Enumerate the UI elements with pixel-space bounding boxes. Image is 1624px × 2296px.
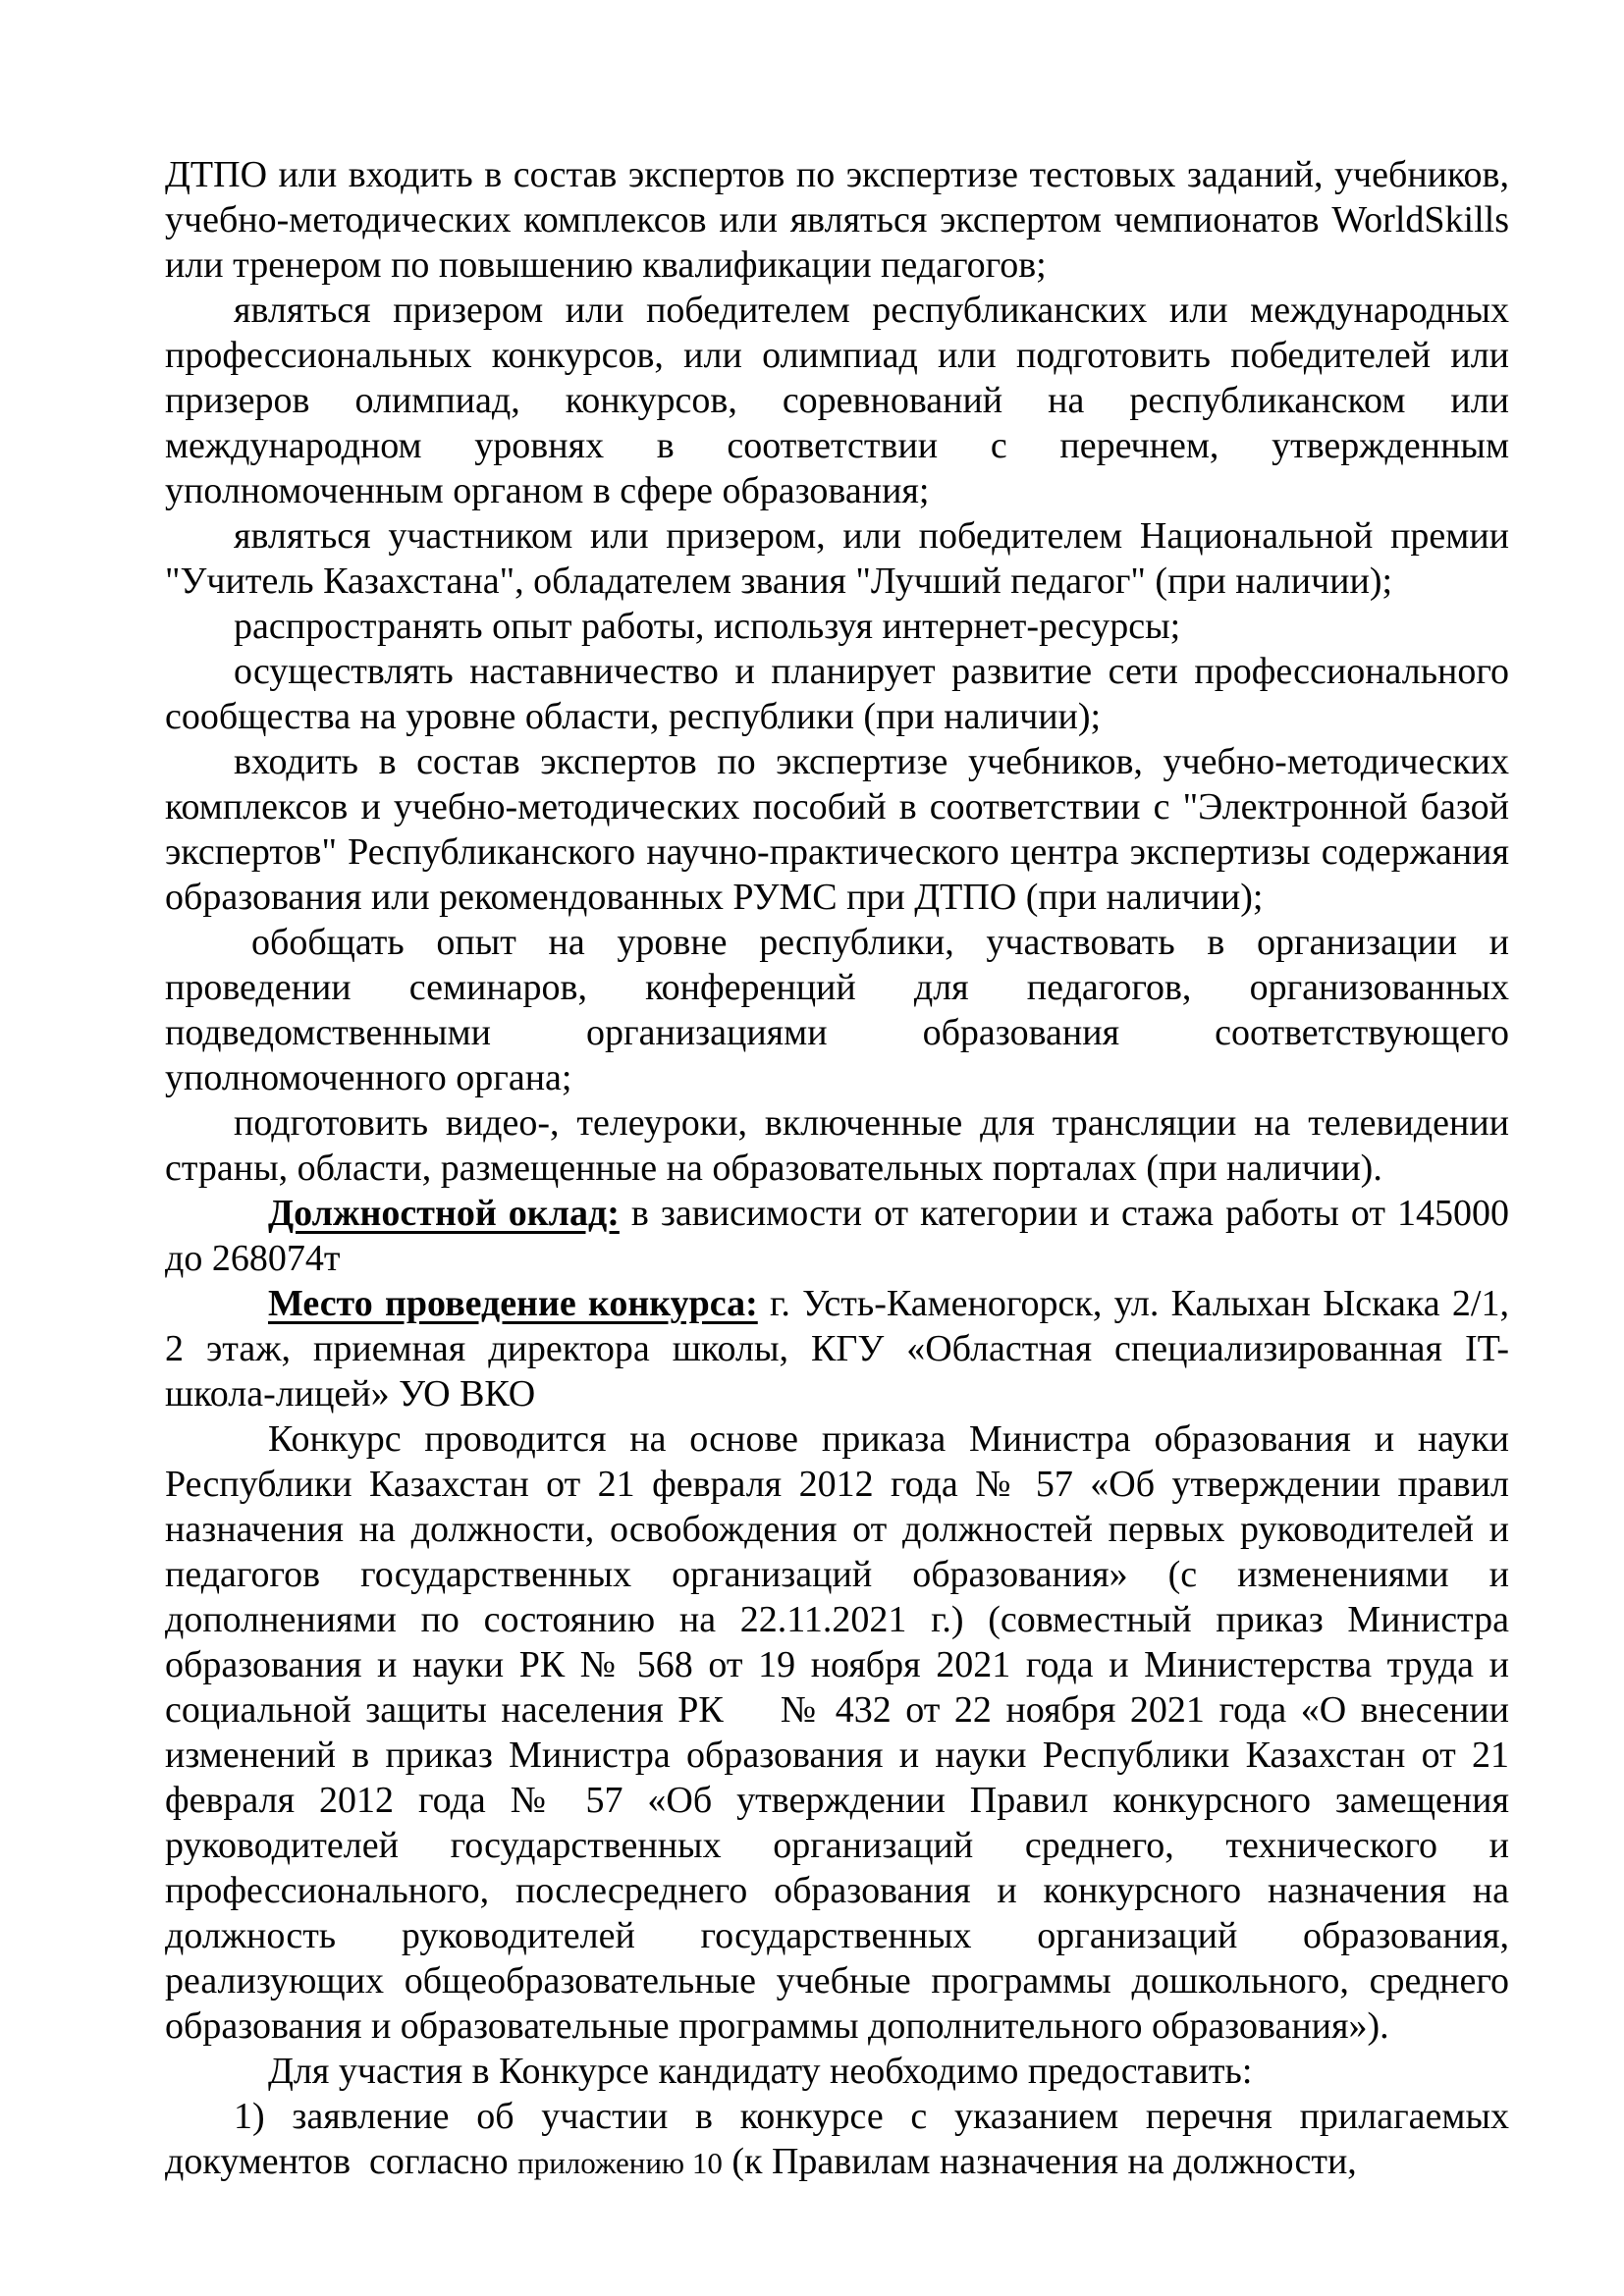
paragraph (165, 1100, 1509, 1191)
paragraph (165, 739, 1509, 920)
text-run: г. Усть-Каменогорск, ул. Калыхан Ыскака 2/1, 2 этаж, приемная директора школы, КГУ «Областная специализированная IT-школа-лицей» УО ВКО (165, 1283, 1509, 1415)
paragraph (165, 288, 1509, 513)
paragraph (165, 1281, 1509, 1416)
heading-run: Должностной оклад: (268, 1193, 620, 1234)
paragraph (165, 152, 1509, 288)
paragraph (165, 604, 1509, 649)
paragraph (165, 513, 1509, 604)
paragraph (165, 920, 1509, 1100)
paragraph (165, 2094, 1509, 2186)
text-run: осуществлять наставничество и планирует развитие сети профессионального сообщества на уровне области, республики (при наличии); (165, 651, 1509, 737)
text-run: в зависимости от категории и стажа работы от 145000 до 268074т (165, 1193, 1509, 1279)
text-run: являться участником или призером, или победителем Национальной премии "Учитель Казахстана", обладателем звания "Лучший педагог" (при наличии); (165, 515, 1509, 602)
text-run: (к Правилам назначения на должности, (722, 2141, 1357, 2182)
text-run: ДТПО или входить в состав экспертов по экспертизе тестовых заданий, учебников, учебно-методических комплексов или являться экспертом чемпионатов WorldSkills или тренером по повышению квалификации педагогов; (165, 154, 1509, 286)
text-run: являться призером или победителем республиканских или международных профессиональных конкурсов, или олимпиад или подготовить победителей или призеров олимпиад, конкурсов, соревнований на республиканском или международном уровнях в соответствии с перечнем, утвержденным уполномоченным органом в сфере образования; (165, 290, 1509, 511)
text-run: входить в состав экспертов по экспертизе учебников, учебно-методических комплексов и учебно-методических пособий в соответствии с "Электронной базой экспертов" Республиканского научно-практического центра экспертизы содержания образования или рекомендованных РУМС при ДТПО (при наличии); (165, 741, 1509, 918)
heading-run: Место проведение конкурса: (268, 1283, 758, 1324)
text-run: распространять опыт работы, используя интернет-ресурсы; (234, 606, 1181, 647)
paragraph (165, 1416, 1509, 2049)
paragraph (165, 2049, 1509, 2094)
paragraph (165, 1191, 1509, 1281)
text-run: обобщать опыт на уровне республики, участвовать в организации и проведении семинаров, конференций для педагогов, организованных подведомственными организациями образования соответствующего уполномоченного органа; (165, 922, 1509, 1098)
document-body (165, 152, 1509, 2186)
text-run: Для участия в Конкурсе кандидату необходимо предоставить: (268, 2051, 1253, 2092)
small-text-run: приложению 10 (517, 2146, 723, 2180)
text-run: 1) заявление об участии в конкурсе с указанием перечня прилагаемых документов согласно (165, 2096, 1509, 2182)
paragraph (165, 649, 1509, 739)
text-run: подготовить видео-, телеуроки, включенные для трансляции на телевидении страны, области, размещенные на образовательных порталах (при наличии). (165, 1102, 1509, 1189)
text-run: Конкурс проводится на основе приказа Министра образования и науки Республики Казахстан от 21 февраля 2012 года № 57 «Об утверждении правил назначения на должности, освобождения от должностей первых руководителей и педагогов государственных организаций образования» (с изменениями и дополнениями по состоянию на 22.11.2021 г.) (совместный приказ Министра образования и науки РК № 568 от 19 ноября 2021 года и Министерства труда и социальной защиты населения РК № 432 от 22 ноября 2021 года «О внесении изменений в приказ Министра образования и науки Республики Казахстан от 21 февраля 2012 года № 57 «Об утверждении Правил конкурсного замещения руководителей государственных организаций среднего, технического и профессионального, послесреднего образования и конкурсного назначения на должность руководителей государственных организаций образования, реализующих общеобразовательные учебные программы дошкольного, среднего образования и образовательные программы дополнительного образования»). (165, 1418, 1509, 2047)
